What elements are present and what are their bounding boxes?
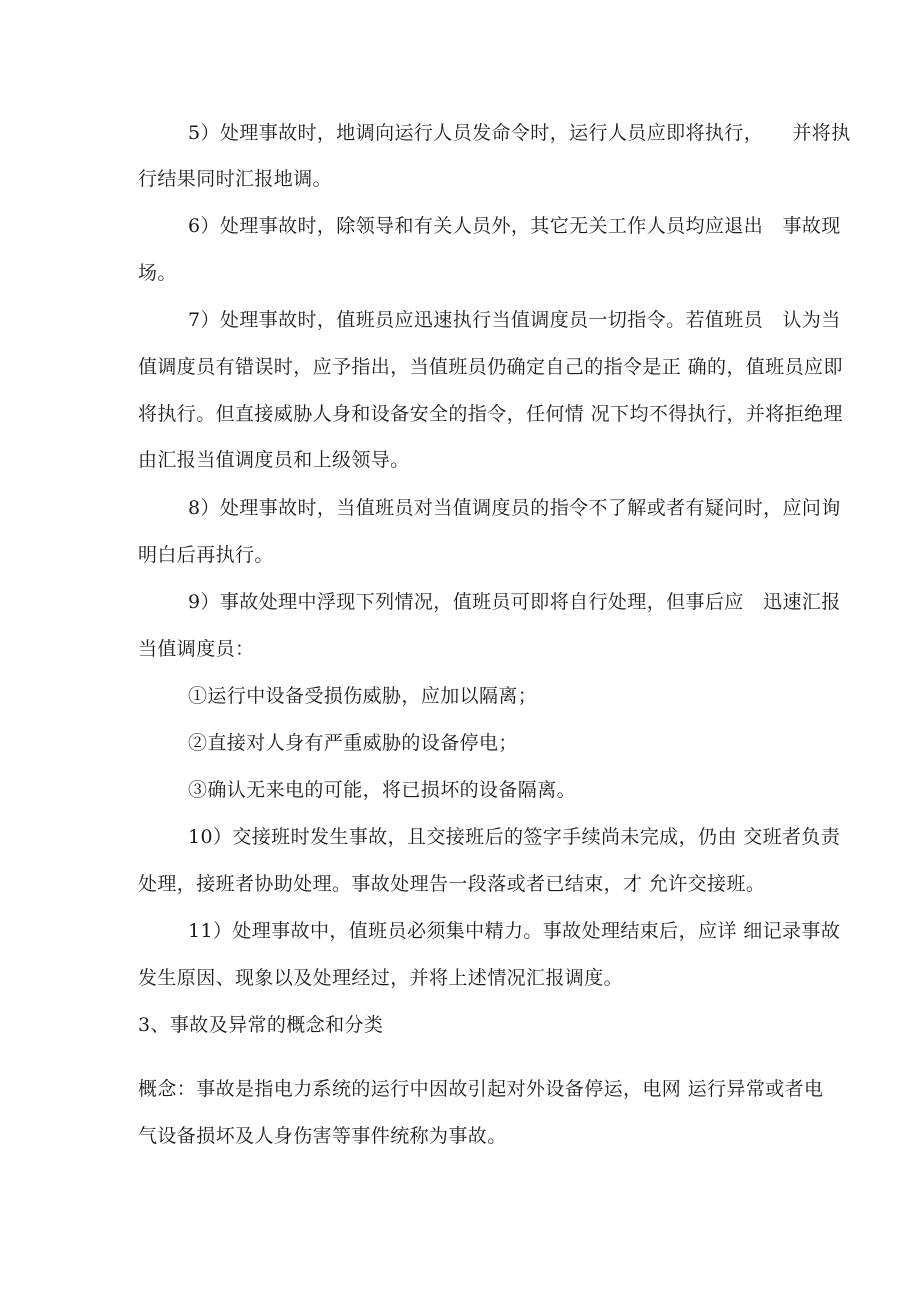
list-item-1: ①运行中设备受损伤威胁，应加以隔离； (188, 685, 538, 707)
paragraph-8-line-1: 8）处理事故时，当值班员对当值调度员的指令不了解或者有疑问时，应问询 (188, 497, 841, 519)
paragraph-7-line-3: 将执行。但直接威胁人身和设备安全的指令，任何情 况下均不得执行，并将拒绝理 (138, 403, 843, 425)
paragraph-9-line-1: 9）事故处理中浮现下列情况，值班员可即将自行处理，但事后应 迅速汇报 (188, 591, 841, 613)
paragraph-8-line-2: 明白后再执行。 (138, 544, 274, 566)
paragraph-5-line-1: 5）处理事故时，地调向运行人员发命令时，运行人员应即将执行， 并将执 (188, 122, 851, 144)
concept-line-1: 概念：事故是指电力系统的运行中因故引起对外设备停运，电网 运行异常或者电 (138, 1078, 824, 1100)
paragraph-7-line-1: 7）处理事故时，值班员应迅速执行当值调度员一切指令。若值班员 认为当 (188, 309, 841, 331)
paragraph-5-line-2: 行结果同时汇报地调。 (138, 168, 333, 190)
section-heading: 3、事故及异常的概念和分类 (138, 1014, 384, 1036)
paragraph-11-line-2: 发生原因、现象以及处理经过，并将上述情况汇报调度。 (138, 967, 624, 989)
list-item-3: ③确认无来电的可能，将已损坏的设备隔离。 (188, 779, 577, 801)
paragraph-10-line-2: 处理，接班者协助处理。事故处理告一段落或者已结束，才 允许交接班。 (138, 873, 766, 895)
paragraph-6-line-1: 6）处理事故时，除领导和有关人员外，其它无关工作人员均应退出 事故现 (188, 215, 841, 237)
paragraph-7-line-2: 值调度员有错误时，应予指出，当值班员仍确定自己的指令是正 确的，值班员应即 (138, 356, 843, 378)
paragraph-6-line-2: 场。 (138, 262, 177, 284)
paragraph-7-line-4: 由汇报当值调度员和上级领导。 (138, 449, 410, 471)
list-item-2: ②直接对人身有严重威胁的设备停电； (188, 732, 518, 754)
paragraph-9-line-2: 当值调度员： (138, 638, 255, 660)
concept-line-2: 气设备损坏及人身伤害等事件统称为事故。 (138, 1125, 507, 1147)
paragraph-10-line-1: 10）交接班时发生事故，且交接班后的签字手续尚未完成，仍由 交班者负责 (188, 826, 841, 848)
paragraph-11-line-1: 11）处理事故中，值班员必须集中精力。事故处理结束后，应详 细记录事故 (188, 920, 841, 942)
